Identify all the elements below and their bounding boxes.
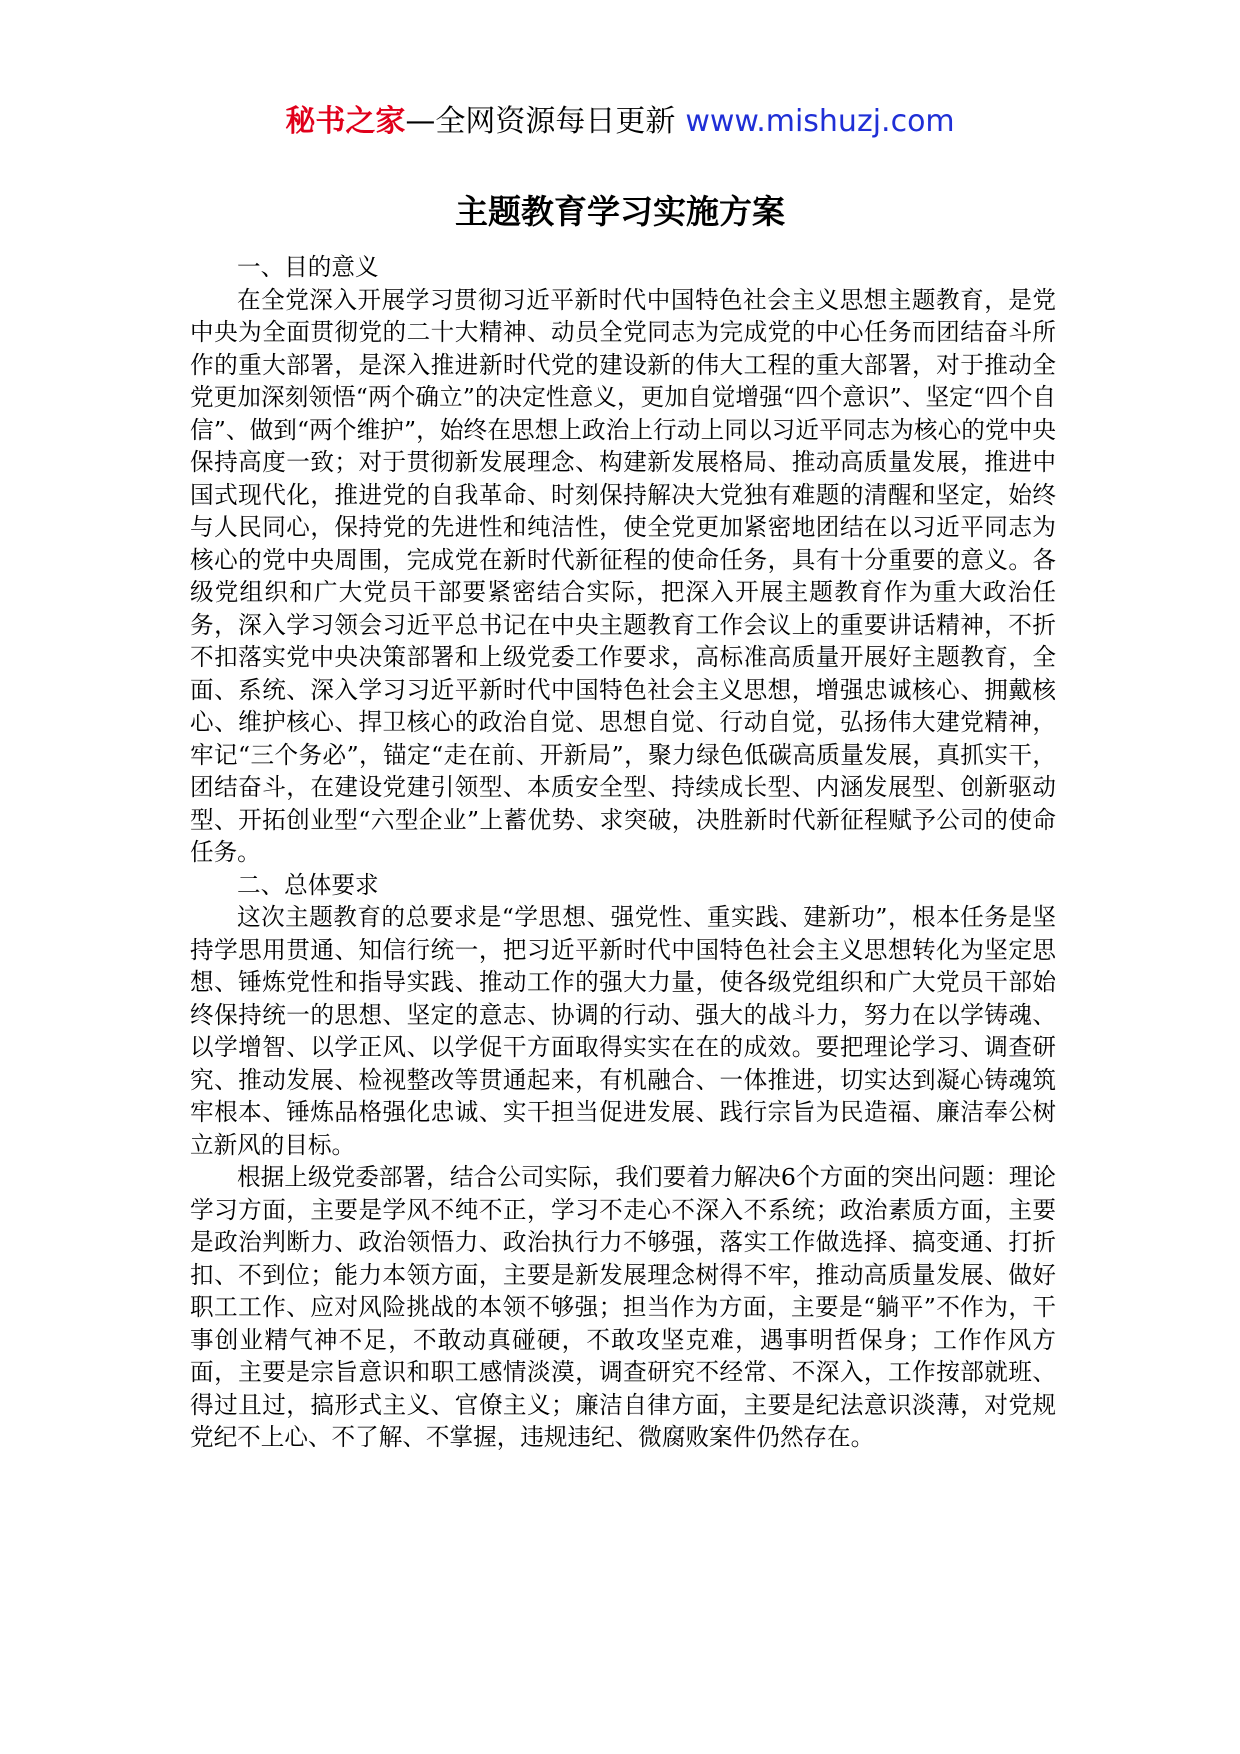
header-tagline: —全网资源每日更新 — [405, 104, 676, 139]
document-body — [190, 251, 1056, 1454]
site-header — [0, 100, 1240, 144]
body-paragraph: 在全党深入开展学习贯彻习近平新时代中国特色社会主义思想主题教育，是党中央为全面贯彻党的二十大精神、动员全党同志为完成党的中心任务而团结奋斗所作的重大部署，是深入推进新时代党的建设新的伟大工程的重大部署，对于推动全党更加深刻领悟“两个确立”的决定性意义，更加自觉增强“四个意识”、坚定“四个自信”、做到“两个维护”，始终在思想上政治上行动上同以习近平同志为核心的党中央保持高度一致；对于贯彻新发展理念、构建新发展格局、推动高质量发展，推进中国式现代化，推进党的自我革命、时刻保持解决大党独有难题的清醒和坚定，始终与人民同心，保持党的先进性和纯洁性，使全党更加紧密地团结在以习近平同志为核心的党中央周围，完成党在新时代新征程的使命任务，具有十分重要的意义。各级党组织和广大党员干部要紧密结合实际，把深入开展主题教育作为重大政治任务，深入学习领会习近平总书记在中央主题教育工作会议上的重要讲话精神，不折不扣落实党中央决策部署和上级党委工作要求，高标准高质量开展好主题教育，全面、系统、深入学习习近平新时代中国特色社会主义思想，增强忠诚核心、拥戴核心、维护核心、捍卫核心的政治自觉、思想自觉、行动自觉，弘扬伟大建党精神，牢记“三个务必”，锚定“走在前、开新局”，聚力绿色低碳高质量发展，真抓实干，团结奋斗，在建设党建引领型、本质安全型、持续成长型、内涵发展型、创新驱动型、开拓创业型“六型企业”上蓄优势、求突破，决胜新时代新征程赋予公司的使命任务。 — [190, 285, 1056, 866]
document-title: 主题教育学习实施方案 — [455, 192, 785, 231]
section-heading: 一、目的意义 — [237, 253, 379, 281]
section-heading: 二、总体要求 — [237, 870, 379, 899]
body-paragraph: 这次主题教育的总要求是“学思想、强党性、重实践、建新功”，根本任务是坚持学思用贯通、知信行统一，把习近平新时代中国特色社会主义思想转化为坚定思想、锤炼党性和指导实践、推动工作的强大力量，使各级党组织和广大党员干部始终保持统一的思想、坚定的意志、协调的行动、强大的战斗力，努力在以学铸魂、以学增智、以学正风、以学促干方面取得实实在在的成效。要把理论学习、调查研究、推动发展、检视整改等贯通起来，有机融合、一体推进，切实达到凝心铸魂筑牢根本、锤炼品格强化忠诚、实干担当促进发展、践行宗旨为民造福、廉洁奉公树立新风的目标。 — [190, 903, 1056, 1159]
body-paragraph: 根据上级党委部署，结合公司实际，我们要着力解决6个方面的突出问题：理论学习方面，主要是学风不纯不正，学习不走心不深入不系统；政治素质方面，主要是政治判断力、政治领悟力、政治执行力不够强，落实工作做选择、搞变通、打折扣、不到位；能力本领方面，主要是新发展理念树得不牢，推动高质量发展、做好职工工作、应对风险挑战的本领不够强；担当作为方面，主要是“躺平”不作为，干事创业精气神不足，不敢动真碰硬，不敢攻坚克难，遇事明哲保身；工作作风方面，主要是宗旨意识和职工感情淡漠，调查研究不经常、不深入，工作按部就班、得过且过，搞形式主义、官僚主义；廉洁自律方面，主要是纪法意识淡薄，对党规党纪不上心、不了解、不掌握，违规违纪、微腐败案件仍然存在。 — [190, 1163, 1056, 1451]
site-url-link[interactable]: www.mishuzj.com — [685, 104, 955, 139]
brand-name: 秘书之家 — [285, 104, 406, 139]
